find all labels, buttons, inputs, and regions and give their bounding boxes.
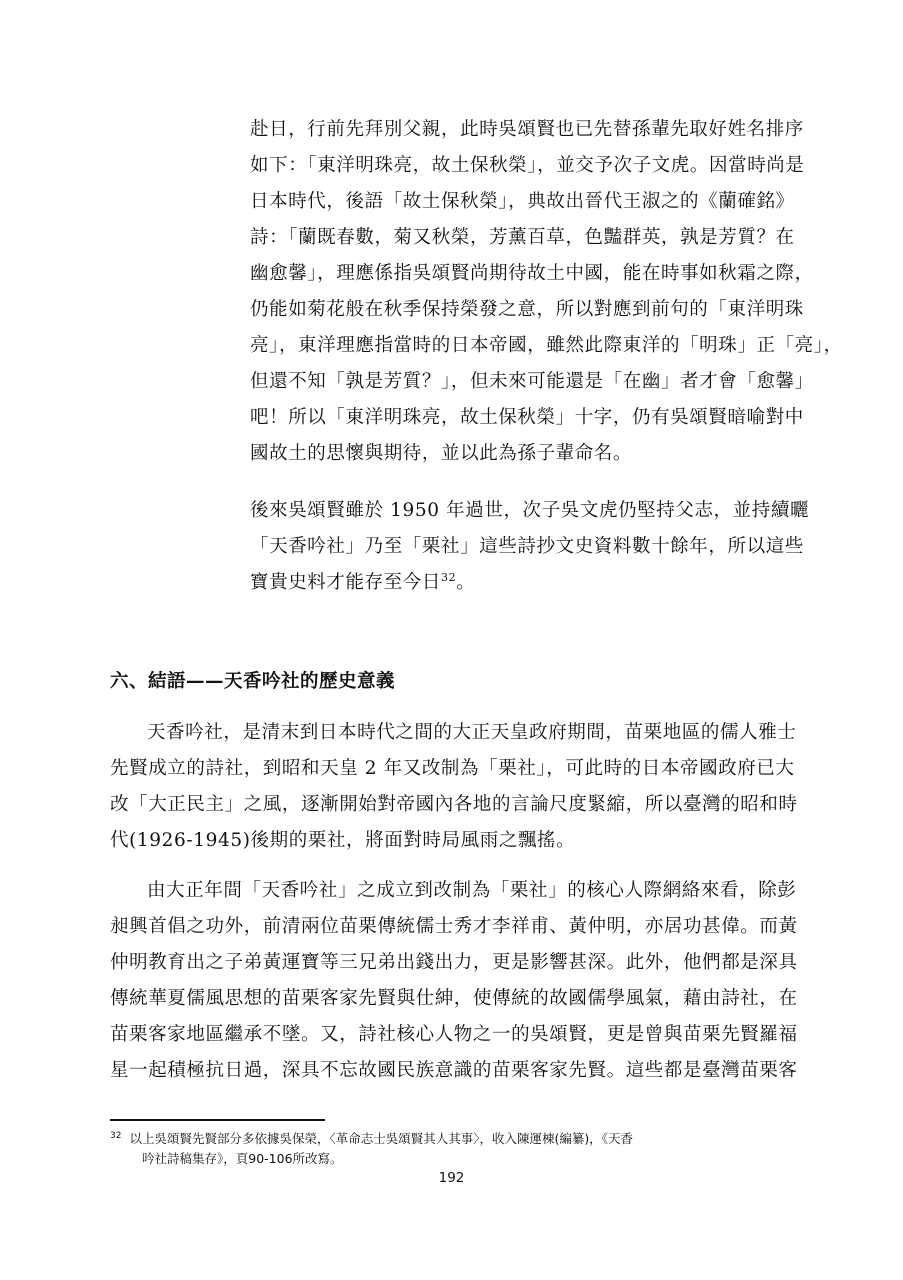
text-line: 仍能如菊花般在秋季保持榮發之意，所以對應到前句的「東洋明珠 <box>250 299 804 320</box>
paragraph-4 <box>110 873 810 1089</box>
page-number: 192 <box>438 1170 465 1186</box>
footnote-reference[interactable]: 32 <box>441 570 457 584</box>
text-line: 由大正年間「天香吟社」之成立到改制為「栗社」的核心人際網絡來看，除彭 <box>147 880 797 901</box>
text-line: 「天香吟社」乃至「栗社」這些詩抄文史資料數十餘年，所以這些 <box>250 536 804 557</box>
footnote <box>110 1129 810 1169</box>
text-line: 先賢成立的詩社，到昭和天皇 2 年又改制為「栗社」，可此時的日本帝國政府已大 <box>110 758 795 779</box>
text-line: 天香吟社，是清末到日本時代之間的大正天皇政府期間，苗栗地區的儒人雅士 <box>147 722 797 743</box>
text-line: 仲明教育出之子弟黃運寶等三兄弟出錢出力，更是影響甚深。此外，他們都是深具 <box>110 952 798 973</box>
text-line: 昶興首倡之功外，前清兩位苗栗傳統儒士秀才李祥甫、黃仲明，亦居功甚偉。而黃 <box>110 916 798 937</box>
paragraph-3 <box>110 715 810 859</box>
text-line: 傳統華夏儒風思想的苗栗客家先賢與仕紳，使傳統的故國儒學風氣，藉由詩社，在 <box>110 988 798 1009</box>
text-line: 吧！所以「東洋明珠亮，故土保秋榮」十字，仍有吳頌賢暗喻對中 <box>250 407 804 428</box>
footnote-divider <box>110 1119 325 1121</box>
text-line: 如下：「東洋明珠亮，故土保秋榮」，並交予次子文虎。因當時尚是 <box>250 155 805 176</box>
section-heading: 六、結語——天香吟社的歷史意義 <box>110 671 396 692</box>
text-line-with-note <box>250 565 805 601</box>
footnote-text: 以上吳頌賢先賢部分多依據吳保榮，〈革命志士吳頌賢其人其事〉，收入陳運棟(編纂)，《天香 <box>129 1131 633 1146</box>
text-line: 後來吳頌賢雖於 1950 年過世，次子吳文虎仍堅持父志，並持續曬 <box>250 500 810 521</box>
text-line: 赴日，行前先拜別父親，此時吳頌賢也已先替孫輩先取好姓名排序 <box>250 119 804 140</box>
footnote-line <box>110 1129 810 1149</box>
text-fragment: 。 <box>456 572 476 593</box>
text-fragment: 寶貴史料才能存至今日 <box>250 572 442 593</box>
text-line: 但還不知「孰是芳質？」，但未來可能還是「在幽」者才會「愈馨」 <box>250 371 814 392</box>
text-line: 改「大正民主」之風，逐漸開始對帝國內各地的言論尺度緊縮，所以臺灣的昭和時 <box>110 794 798 815</box>
paragraph-1 <box>250 112 843 472</box>
text-line: 日本時代，後語「故土保秋榮」，典故出晉代王淑之的《蘭確銘》 <box>250 191 795 212</box>
footnote-number: 32 <box>110 1130 122 1141</box>
text-line: 幽愈馨」，理應係指吳頌賢尚期待故土中國，能在時事如秋霜之際， <box>250 263 814 284</box>
paragraph-2 <box>250 493 810 601</box>
footnote-line: 吟社詩稿集存》，頁90-106所改寫。 <box>142 1151 343 1166</box>
text-line: 星一起積極抗日過，深具不忘故國民族意識的苗栗客家先賢。這些都是臺灣苗栗客 <box>110 1060 798 1081</box>
text-line: 亮」，東洋理應指當時的日本帝國，雖然此際東洋的「明珠」正「亮」， <box>250 335 843 356</box>
text-line: 詩：「蘭既春數，菊又秋榮，芳薰百草，色豔群英，孰是芳質？在 <box>250 227 795 248</box>
text-line: 國故土的思懷與期待，並以此為孫子輩命名。 <box>250 443 633 464</box>
text-line: 代(1926-1945)後期的栗社，將面對時局風雨之飄搖。 <box>110 830 576 851</box>
text-line: 苗栗客家地區繼承不墜。又，詩社核心人物之一的吳頌賢，更是曾與苗栗先賢羅福 <box>110 1024 798 1045</box>
